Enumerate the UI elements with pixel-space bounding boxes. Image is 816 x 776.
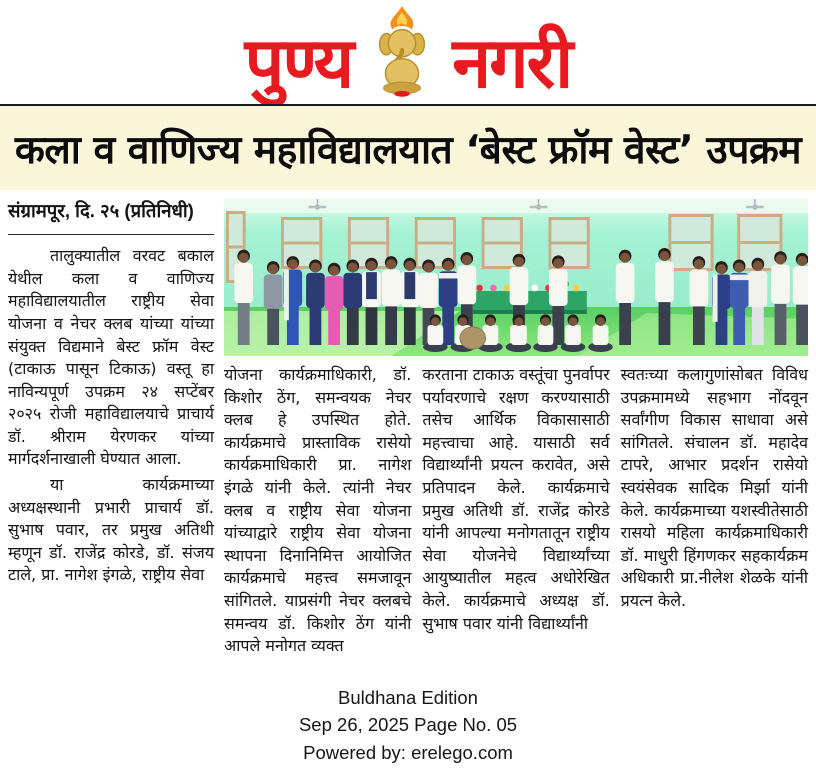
ganesh-icon	[366, 5, 438, 102]
masthead-title-right: नगरी	[452, 22, 572, 104]
footer-powered-by: Powered by: erelego.com	[303, 741, 513, 763]
article-paragraph: करताना टाकाऊ वस्तूंचा पुनर्वापर पर्यावरणाचे रक्षण करण्यासाठी तसेच आर्थिक विकासासाठी महत्त्वाचा आहे. यासाठी सर्व विद्यार्थ्यांनी प्रयत्न करावेत, असे प्रतिपादन केले. कार्यक्रमाचे प्रमुख अतिथी डॉ. राजेंद्र कोरडे यांनी आपल्या मनोगतातून राष्ट्रीय सेवा योजनेचे विद्यार्थ्यांच्या आयुष्यातील महत्व अधोरेखित केले. कार्यक्रमाचे अध्यक्ष डॉ. सुभाष पवार यांनी विद्यार्थ्यांनी	[422, 365, 610, 633]
article-paragraph: स्वतःच्या कलागुणांसोबत विविध उपक्रमामध्ये सहभाग नोंदवून सर्वांगीण विकास साधावा असे सांगितले. संचालन डॉ. महादेव टापरे, आभार प्रदर्शन रासेयो स्वयंसेवक सादिक मिर्झा यांनी केले. कार्यक्रमाच्या यशस्वीतेसाठी रासयो महिला कार्यक्रमाधिकारी डॉ. माधुरी हिंगणकर सहकार्यक्रम अधिकारी प्रा.नीलेश शेळके यांनी प्रयत्न केले.	[620, 365, 808, 610]
dateline-divider	[8, 234, 214, 235]
footer-edition: Buldhana Edition	[338, 686, 478, 708]
article-paragraph: तालुक्यातील वरवट बकाल येथील कला व वाणिज्य महाविद्यालयातील राष्ट्रीय सेवा योजना व नेचर क्लब यांच्या यांच्या संयुक्त विद्यमाने बेस्ट फ्रॉम वेस्ट (टाकाऊ पासून टिकाऊ) वस्तू हा नाविन्यपूर्ण उपक्रम २४ सप्टेंबर २०२५ रोजी महाविद्यालयाचे प्राचार्य डॉ. श्रीराम येरणकर यांच्या मार्गदर्शनाखाली घेण्यात आला.	[8, 246, 214, 469]
headline-band	[0, 106, 816, 190]
article-paragraph: या कार्यक्रमाच्या अध्यक्षस्थानी प्रभारी प्राचार्य डॉ. सुभाष पवार, तर प्रमुख अतिथी म्हणून डॉ. राजेंद्र कोरडे, डॉ. संजय टाले, प्रा. नागेश इंगळे, राष्ट्रीय सेवा	[8, 475, 214, 585]
article-body	[0, 190, 816, 671]
article-columns-2-4	[224, 364, 808, 658]
masthead	[0, 0, 816, 104]
article-column-1	[8, 199, 214, 671]
article-right-zone	[224, 199, 808, 671]
headline: कला व वाणिज्य महाविद्यालयात ‘बेस्ट फ्रॉम वेस्ट’ उपक्रम	[14, 127, 802, 173]
dateline: संग्रामपूर, दि. २५ (प्रतिनिधी)	[8, 200, 194, 221]
page-footer	[0, 671, 816, 776]
article-paragraph: योजना कार्यक्रमाधिकारी, डॉ. किशोर ठेंग, समन्वयक नेचर क्लब हे उपस्थित होते. कार्यक्रमाचे प्रास्ताविक रासेयो कार्यक्रमाधिकारी प्रा. नागेश इंगळे यांनी केले. त्यांनी नेचर क्लब व राष्ट्रीय सेवा योजना यांच्याद्वारे राष्ट्रीय सेवा योजना स्थापना दिनानिमित्त आयोजित कार्यक्रमाचे महत्त्व समजावून सांगितले. याप्रसंगी नेचर क्लबचे समन्वय डॉ. किशोर ठेंग यांनी आपले मनोगत व्यक्त	[224, 365, 412, 656]
footer-date-page: Sep 26, 2025 Page No. 05	[298, 714, 518, 735]
masthead-title-left: पुण्य	[244, 22, 353, 104]
article-photo	[224, 199, 808, 356]
